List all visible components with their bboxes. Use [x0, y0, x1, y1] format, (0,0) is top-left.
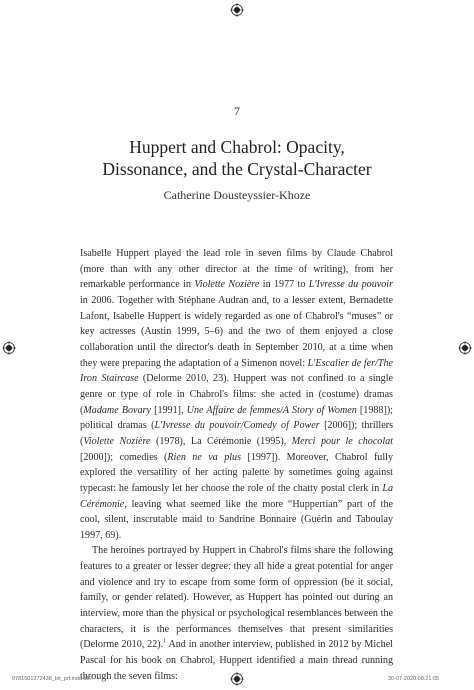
film-title: Violette Nozière	[194, 279, 260, 291]
film-title: L'Escalier de fer/The Iron Staircase	[80, 357, 393, 385]
film-title: La Cérémonie	[80, 482, 393, 510]
text-run: [1988]); political dramas (	[80, 404, 393, 432]
footnote-marker: 1	[163, 639, 167, 646]
text-run: [1991],	[150, 404, 187, 416]
film-title: Une Affaire de femmes/A Story of Women	[186, 404, 357, 416]
film-title: L'Ivresse du pouvoir	[308, 279, 393, 291]
registration-mark-icon	[2, 341, 16, 355]
text-run: , leaving what seemed like the more “Huppertian” part of the cool, silent, inscrutable maid to Sandrine Bonnaire (Guérin and Taboulay 1997, 69).	[80, 498, 393, 541]
film-title: Rien ne va plus	[167, 451, 242, 463]
print-slug-timestamp: 30-07-2020 08:21:05	[388, 676, 440, 682]
text-run: [2006]); thrillers (	[80, 420, 393, 447]
text-run: (1978), La Cérémonie (1995),	[150, 435, 292, 447]
chapter-title	[0, 136, 474, 180]
paragraph	[80, 246, 393, 543]
body-text	[80, 246, 393, 684]
text-run: in 2006. Together with Stéphane Audran and, to a lesser extent, Bernadette Lafont, Isabelle Huppert is widely regarded as one of Chabrol's “muses” or key actresses (Austin 1999, 5–6) and the two of them enjoyed a close collaboration until the director's death in September 2010, at a time when they were preparing the adaptation of a Simenon novel:	[80, 294, 393, 369]
registration-mark-icon	[230, 3, 244, 17]
film-title: Madame Bovary	[83, 404, 151, 416]
chapter-author: Catherine Dousteyssier-Khoze	[163, 188, 311, 202]
text-run: (Delorme 2010, 23). Huppert was not confined to a single genre or type of role in Chabrol's films: she acted in (costume) dramas (	[80, 373, 393, 416]
film-title: Violette Nozière	[83, 435, 151, 447]
film-title: L'Ivresse du pouvoir/Comedy of Power	[154, 420, 320, 432]
text-run: Isabelle Huppert played the lead role in seven films by Claude Chabrol (more than with any other director at the time of writing), from her remarkable performance in	[80, 248, 393, 291]
registration-mark-icon	[458, 341, 472, 355]
text-run: [1997]). Moreover, Chabrol fully explored the versatility of her acting palette by sometimes going against typecast: he famously let her choose the role of the chatty postal clerk in	[80, 451, 393, 494]
chapter-title-line: Dissonance, and the Crystal-Character	[102, 159, 372, 179]
text-run: The heroines portrayed by Huppert in Chabrol's films share the following features to a greater or lesser degree: they all hide a great potential for anger and violence and try to escape from some form of oppression (be it social, family, or gender related). However, as Huppert has pointed out during an interview, more than the physical or psychological resemblances between the characters, it is the performances themselves that present similarities (Delorme 2010, 22).	[80, 545, 393, 651]
text-run: And in another interview, published in 2012 by Michel Pascal for his book on Chabrol, Huppert identified a main thread running through the seven films:	[80, 639, 393, 682]
film-title: Merci pour le chocolat	[291, 435, 394, 447]
print-slug-file: 9781501372438_txt_prf.indd 157	[12, 676, 93, 682]
text-run: [2000]); comedies (	[80, 451, 168, 463]
text-run: in 1977 to	[259, 279, 309, 291]
chapter-number: 7	[234, 104, 240, 118]
chapter-title-line: Huppert and Chabrol: Opacity,	[129, 137, 345, 157]
paragraph	[80, 543, 393, 684]
